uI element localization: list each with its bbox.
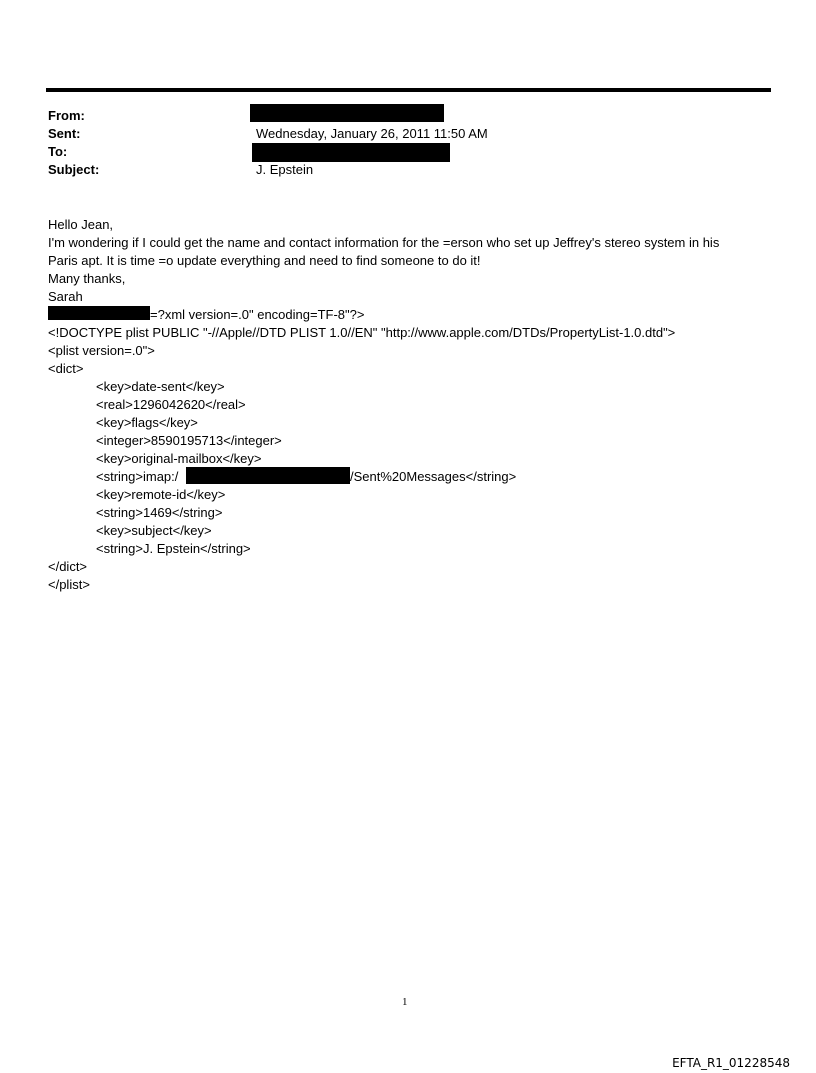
sent-label: Sent: bbox=[48, 126, 81, 141]
plist-string-imap-prefix: <string>imap:/ bbox=[96, 469, 179, 484]
plist-real-value: <real>1296042620</real> bbox=[96, 397, 246, 412]
message-line-1: I'm wondering if I could get the name and contact information for the =erson who set up Jeffrey's stereo system in his bbox=[48, 235, 720, 250]
plist-key-flags: <key>flags</key> bbox=[96, 415, 198, 430]
message-line-2: Paris apt. It is time =o update everything and need to find someone to do it! bbox=[48, 253, 481, 268]
dict-close-tag: </dict> bbox=[48, 559, 88, 574]
message-greeting: Hello Jean, bbox=[48, 217, 114, 232]
message-signature: Sarah bbox=[48, 289, 83, 304]
plist-open-tag: <plist version=.0"> bbox=[48, 343, 155, 358]
header-rule bbox=[46, 88, 771, 92]
subject-value: J. Epstein bbox=[256, 162, 314, 177]
plist-xml-declaration: =?xml version=.0" encoding=TF-8"?> bbox=[150, 307, 365, 322]
plist-string-remote-id: <string>1469</string> bbox=[96, 505, 223, 520]
plist-key-subject: <key>subject</key> bbox=[96, 523, 212, 538]
from-redaction bbox=[250, 104, 444, 122]
plist-integer-value: <integer>8590195713</integer> bbox=[96, 433, 282, 448]
imap-redaction bbox=[186, 467, 350, 484]
plist-string-imap-suffix: /Sent%20Messages</string> bbox=[350, 469, 517, 484]
to-label: To: bbox=[48, 144, 68, 159]
xml-redaction bbox=[48, 306, 150, 320]
from-label: From: bbox=[48, 108, 85, 123]
plist-string-subject: <string>J. Epstein</string> bbox=[96, 541, 251, 556]
plist-doctype: <!DOCTYPE plist PUBLIC "-//Apple//DTD PLIST 1.0//EN" "http://www.apple.com/DTDs/PropertyList-1.0.dtd"> bbox=[48, 325, 676, 340]
to-redaction bbox=[252, 143, 450, 162]
message-closing: Many thanks, bbox=[48, 271, 126, 286]
plist-close-tag: </plist> bbox=[48, 577, 90, 592]
document-id: EFTA_R1_01228548 bbox=[672, 1056, 790, 1070]
dict-open-tag: <dict> bbox=[48, 361, 84, 376]
page-number: 1 bbox=[402, 996, 408, 1008]
plist-key-remote-id: <key>remote-id</key> bbox=[96, 487, 226, 502]
plist-key-date-sent: <key>date-sent</key> bbox=[96, 379, 225, 394]
sent-value: Wednesday, January 26, 2011 11:50 AM bbox=[256, 126, 488, 141]
subject-label: Subject: bbox=[48, 162, 100, 177]
plist-key-original-mailbox: <key>original-mailbox</key> bbox=[96, 451, 262, 466]
